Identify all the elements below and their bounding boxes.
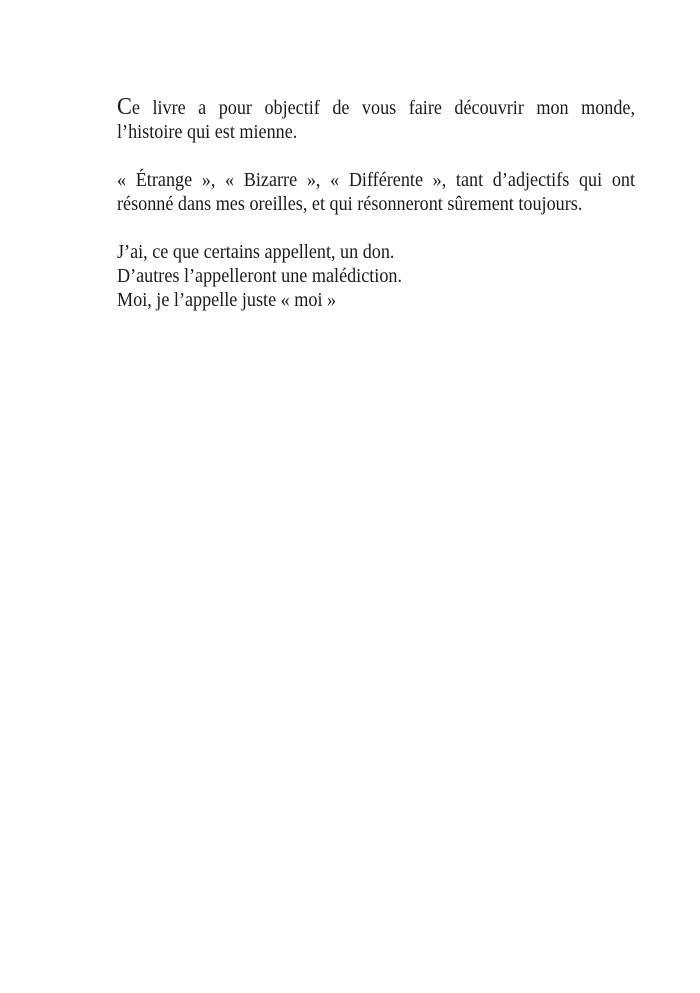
paragraph-adjectives: [117, 169, 635, 217]
gift-line-3: Moi, je l’appelle juste « moi »: [117, 290, 337, 311]
intro-first-letter: C: [117, 94, 132, 120]
gift-line-2: D’autres l’appelleront une malédiction.: [117, 266, 403, 287]
intro-line-1-text: e livre a pour objectif de vous faire découvrir mon monde,: [131, 98, 636, 119]
intro-line-2: l’histoire qui est mienne.: [117, 122, 298, 143]
paragraph-gift: [117, 241, 635, 313]
paragraph-intro: [117, 95, 635, 145]
body-text: [117, 95, 635, 337]
intro-line-1: [117, 95, 635, 121]
adjectives-line-2: résonné dans mes oreilles, et qui résonneront sûrement toujours.: [117, 194, 583, 215]
gift-line-1: J’ai, ce que certains appellent, un don.: [117, 242, 395, 263]
adjectives-line-1: « Étrange », « Bizarre », « Différente », tant d’adjectifs qui ont: [117, 170, 636, 191]
